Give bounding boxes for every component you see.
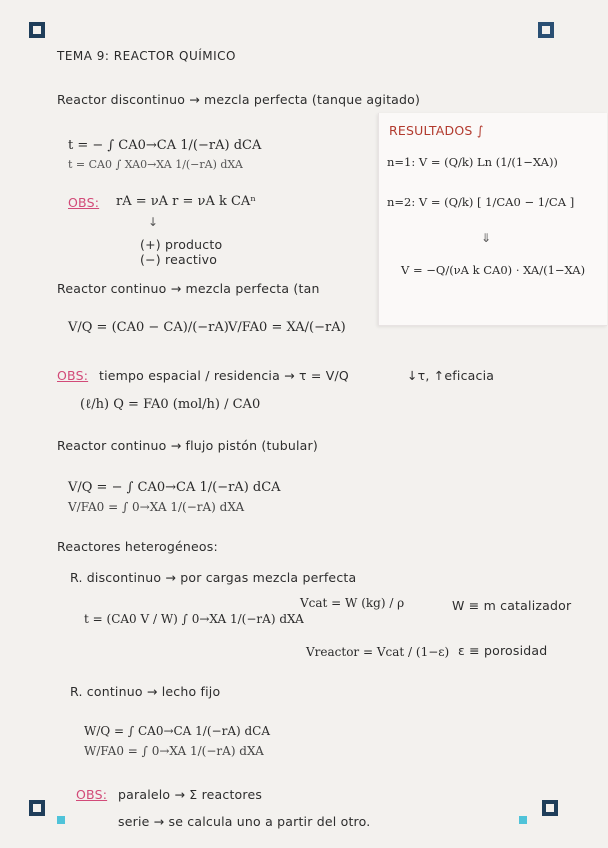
s1-equation-2: t = CA0 ∫ XA0→XA 1/(−rA) dXA [68,158,243,171]
s4-equation-3: W/FA0 = ∫ 0→XA 1/(−rA) dXA [84,744,264,758]
results-label: RESULTADOS ∫ [389,123,484,138]
results-final: V = −Q/(νA k CA0) · XA/(1−XA) [401,263,586,277]
s4-sub2: R. continuo → lecho fijo [70,684,221,699]
corner-mark-bottom-left [29,800,45,816]
dot-bottom-left [57,816,65,824]
results-arrow: ⇓ [481,231,492,245]
s3-equation-1: V/Q = − ∫ CA0→CA 1/(−rA) dCA [68,480,281,495]
s2-obs-text: tiempo espacial / residencia → τ = V/Q [99,368,349,383]
s2-equation-2: V/FA0 = XA/(−rA) [228,320,346,335]
corner-mark-top-right [538,22,554,38]
results-n2: n=2: V = (Q/k) [ 1/CA0 − 1/CA ] [387,195,575,209]
s1-reactant: (−) reactivo [140,252,218,267]
s1-obs-text: rA = νA r = νA k CAⁿ [116,194,256,209]
final-obs-line2: serie → se calcula uno a partir del otro. [118,814,371,829]
results-card [378,113,607,326]
s4-equation-1: t = (CA0 V / W) ∫ 0→XA 1/(−rA) dXA [84,612,304,626]
s4-vreactor: Vreactor = Vcat / (1−ε) [306,645,450,659]
section1-heading: Reactor discontinuo → mezcla perfecta (tanque agitado) [57,92,421,107]
final-obs-line1: paralelo → Σ reactores [118,787,263,802]
final-obs-label: OBS: [76,787,108,802]
results-n1: n=1: V = (Q/k) Ln (1/(1−XA)) [387,155,558,169]
section4-heading: Reactores heterogéneos: [57,539,218,554]
s2-equation-1: V/Q = (CA0 − CA)/(−rA) [68,320,229,335]
s1-arrow: ↓ [148,215,159,229]
s4-vcat: Vcat = W (kg) / ρ [300,596,405,610]
page-title: TEMA 9: REACTOR QUÍMICO [57,49,236,63]
s3-equation-2: V/FA0 = ∫ 0→XA 1/(−rA) dXA [68,500,245,514]
s2-obs-label: OBS: [57,368,89,383]
s4-w-definition: W ≡ m catalizador [452,598,572,613]
corner-mark-top-left [29,22,45,38]
section2-heading: Reactor continuo → mezcla perfecta (tan [57,281,320,296]
s4-epsilon-definition: ε ≡ porosidad [458,643,548,658]
corner-mark-bottom-right [542,800,558,816]
s1-obs-label: OBS: [68,195,100,210]
s2-obs-equation: (ℓ/h) Q = FA0 (mol/h) / CA0 [80,397,261,412]
s1-equation-1: t = − ∫ CA0→CA 1/(−rA) dCA [68,138,262,153]
s4-sub1: R. discontinuo → por cargas mezcla perfecta [70,570,357,585]
s4-equation-2: W/Q = ∫ CA0→CA 1/(−rA) dCA [84,724,271,738]
section3-heading: Reactor continuo → flujo pistón (tubular) [57,438,318,453]
dot-bottom-right [519,816,527,824]
s2-obs-right: ↓τ, ↑eficacia [407,368,495,383]
s1-product: (+) producto [140,237,223,252]
